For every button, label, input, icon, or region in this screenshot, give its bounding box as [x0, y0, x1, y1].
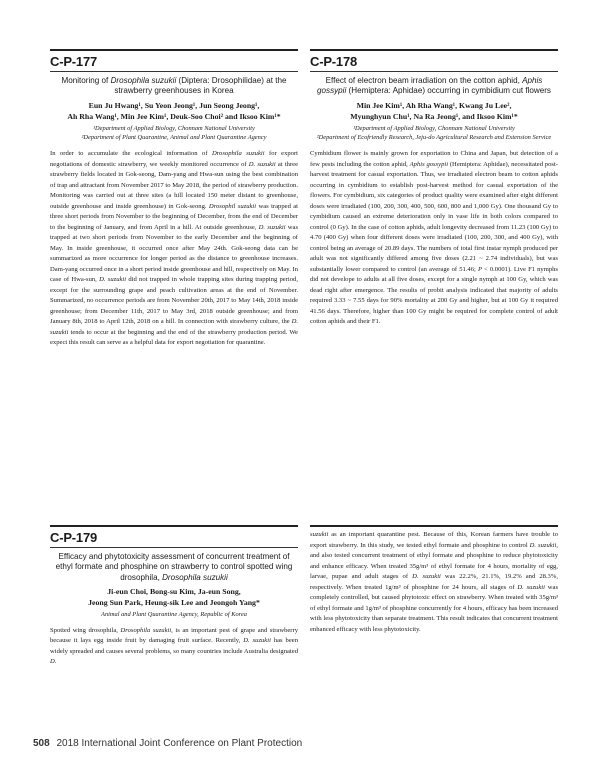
title-rule	[50, 547, 298, 548]
section-rule-right	[310, 525, 558, 527]
affiliation: ¹Department of Applied Biology, Chonnam National University ²Department of Plant Quarantine, Animal and Plant Quarantine Agency	[81, 124, 267, 142]
title-rule	[310, 71, 558, 72]
author-list: Min Jee Kim¹, Ah Rha Wang¹, Kwang Ju Lee², Myunghyun Chu¹, Na Ra Jeong¹, and Iksoo Kim¹*	[350, 100, 518, 121]
abstract-code: C-P-178	[310, 54, 358, 69]
abstract-body-left: Spotted wing drosophila, Drosophila suzukii, is an important pest of grape and strawberry because it lays egg inside fruit by damaging fruit surface. Recently, D. suzukii has been widely spreaded and causes several problems, so many countries include Australia designated D.	[50, 626, 298, 666]
abstract-body: Cymbidium flower is mainly grown for exportation to China and Japan, but detection of a few pests including the cotton aphid, Aphis gossypii (Hemiptera: Aphidae), necessitated post-harvest treatment for casual exportation. Thus, we irradiated electron beam to cotton aphids occurring in cymbidium to establish post-harvest method for casual exportation of the flowers. For cymbidium, six categories of product quality were examined after eight different doses were irradiated (100, 200, 300, 400, 500, 600, 800 and 1,000 Gy). One thousand Gy to cymbidium caused an extreme deterioration only in vase life in both colors compared to control (0 Gy). In the case of cotton aphids, adult longevity decreased from 11.23 (100 Gy) to 4.70 (400 Gy) when four different doses were irradiated (100, 200, 300, and 400 Gy), with control being an average of 20.89 days. The numbers of total first instar nymph produced per adult was not significantly differed among five doses (2.21 ~ 2.74 individuals), but was substantially lower compared to control (an average of 51.46; P < 0.0001). Live F1 nymphs did not develope to adults at all five doses, except for a single nymph at 100 Gy, which was dead right after emergence. The results of probit analysis indicated that majority of adults required 3.33 ~ 7.55 days for 90% mortality at 200 Gy and higher, but at 100 Gy it required 41.56 days. Therefore, higher than 100 Gy might be required for complete control of adult cotton aphids and their F1.	[310, 150, 558, 325]
abstract-code: C-P-179	[50, 530, 98, 545]
abstract-code: C-P-177	[50, 54, 98, 69]
author-list: Ji-eun Choi, Bong-su Kim, Ja-eun Song, Jeong Sun Park, Heung-sik Lee and Jeongoh Yang*	[88, 587, 260, 608]
abstract-title: Efficacy and phytotoxicity assessment of concurrent treatment of ethyl formate and phosphine on strawberry to control spotted wing drosophila, Drosophila suzukii	[55, 552, 293, 582]
affiliation: Animal and Plant Quarantine Agency, Republic of Korea	[101, 611, 247, 619]
abstract-cp179	[50, 530, 298, 668]
abstract-body-right: suzukii as an important quarantine pest. Because of this, Korean farmers have trouble to export strawberry. In this study, we tested ethyl formate and phosphine to control D. suzukii, and also tested concurrent treatment of ethyl formate and phosphine to reduce phytotoxicity and enhance efficacy. When treated 35g/m³ of ethyl formate for 4 hours, mortality of egg, larvae, pupae and adult stages of D. suzukii was 22.2%, 21.1%, 19.2% and 28.3%, respectively. When treated 1g/m³ of phosphine for 24 hours, all stages of D. suzukii was completely controlled, but caused phytotoxic effect on strawberry. When treated with 35g/m³ of ethyl formate and 1g/m³ of phosphine concurrently for 4 hours, efficacy has been increased with less phytotoxicity than separate treatment. This result indicates that concurrent treatment enhanced efficacy with less phytotoxicity.	[310, 531, 559, 633]
top-rule-left	[50, 49, 298, 51]
page-number: 508	[33, 738, 50, 749]
affiliation: ¹Department of Applied Biology, Chonnam National University ²Department of Ecofriendly Research, Jeju-do Agricultural Research and Extension Service	[316, 124, 552, 142]
section-rule-left	[50, 525, 298, 527]
abstract-body: In order to accumulate the ecological information of Drosophila suzukii for export negotiations of domestic strawberry, we weekly monitored occurrence of D. suzukii at three strawberry fields located in Gok-seong, Dam-yang and Hwa-sun using the best combination of trap and attractant from November 2017 to May 2018, the period of strawberry production. Monitoring was carried out at three sites (a hill located 150 meter distant to greenhouse, outside greenhouse and inside greenhouse) in Gok-seong. Drosophil suzukii was trapped at three short periods from November to the beginning of December, from the end of December to the beginning of January, and from April in a hill. At outside greenhouse, D. suzukii was trapped at two short periods from November to the early December and the beginning of May. In inside greenhouse, it occurred once after May 24th. Gok-seong data can be summarized as more occurrence for longer period as the distance to greenhouse increases. Dam-yang occurred once in a short period inside greenhouse and hill, respectively on May. In case of Hwa-sun, D. suzukii did not trapped in whole trapping sites during trapping period, except for the surrounding grape and peach cultivation areas at the end of November. Summarized, no occurrence periods are from November 20th, 2017 to May 14th, 2018 inside greenhouse; from December 11th, 2017 to May 3rd, 2018 outside greenhouse; and from January 8th, 2018 to April 12th, 2018 on a hill. In connection with strawberry culture, the D. suzukii tends to occur at the beginning and the end of the strawberry production period. We expect this result can serve as a helpful data for export negotiation for quarantine.	[50, 150, 299, 346]
author-list: Eun Ju Hwang¹, Su Yeon Jeong¹, Jun Seong Jeong¹, Ah Rha Wang¹, Min Jee Kim¹, Deuk-Soo Choi² and Iksoo Kim¹*	[67, 100, 281, 121]
page-footer	[33, 738, 302, 749]
abstract-title: Effect of electron beam irradiation on the cotton aphid, Aphis gossypii (Hemiptera: Aphidae) occurring in cymbidium cut flowers	[317, 76, 551, 96]
abstract-title: Monitoring of Drosophila suzukii (Diptera: Drosophilidae) at the strawberry greenhouses in Korea	[61, 76, 287, 96]
abstract-cp178	[310, 54, 558, 328]
abstract-cp177	[50, 54, 298, 349]
abstract-cp179-continued	[310, 530, 558, 635]
conference-name: 2018 International Joint Conference on Plant Protection	[56, 738, 303, 749]
title-rule	[50, 71, 298, 72]
top-rule-right	[310, 49, 558, 51]
